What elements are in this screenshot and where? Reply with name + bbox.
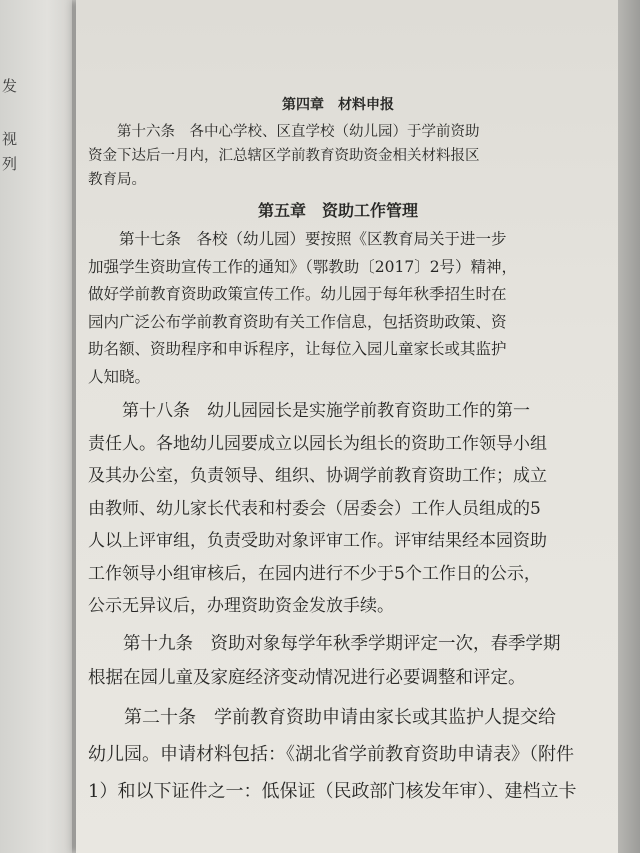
text-line: 第十六条 各中心学校、区直学校（幼儿园）于学前资助 [88,124,480,140]
text-line: 根据在园儿童及家庭经济变动情况进行必要调整和评定。 [88,667,526,688]
article-20 [88,699,588,810]
article-19 [88,627,588,695]
document-body [88,90,588,810]
text-line: 人知晓。 [88,367,151,386]
text-line: 工作领导小组审核后，在园内进行不少于5个工作日的公示， [88,563,541,584]
document-page [76,0,622,853]
text-line: 1）和以下证件之一：低保证（民政部门核发年审）、建档立卡 [88,780,577,802]
text-line: 由教师、幼儿家长代表和村委会（居委会）工作人员组成的5 [88,498,541,519]
text-line: 及其办公室，负责领导、组织、协调学前教育资助工作；成立 [88,466,547,486]
article-17 [88,226,588,391]
left-page-edge [0,0,72,853]
text-line: 第十八条 幼儿园园长是实施学前教育资助工作的第一 [88,401,530,421]
article-16 [88,120,588,192]
chapter4-heading: 第四章 材料申报 [282,97,394,113]
chapter5-heading: 第五章 资助工作管理 [257,201,418,220]
text-line: 公示无异议后，办理资助资金发放手续。 [88,596,394,616]
text-line: 教育局。 [88,172,146,188]
right-page-edge [618,0,640,853]
text-line: 资金下达后一月内，汇总辖区学前教育资助资金相关材料报区 [88,148,480,164]
left-page-fragment: 视 [2,130,18,148]
text-line: 责任人。各地幼儿园要成立以园长为组长的资助工作领导小组 [88,433,547,454]
text-line: 第十九条 资助对象每学年秋季学期评定一次，春季学期 [88,633,561,654]
text-line: 人以上评审组，负责受助对象评审工作。评审结果经本园资助 [88,531,547,551]
text-line: 园内广泛公布学前教育资助有关工作信息，包括资助政策、资 [88,312,507,331]
left-page-fragment: 列 [2,155,18,173]
text-line: 第二十条 学前教育资助申请由家长或其监护人提交给 [88,706,556,728]
article-18 [88,395,588,623]
text-line: 加强学生资助宣传工作的通知》（鄂教助〔2017〕2号）精神， [88,257,518,276]
text-line: 助名额、资助程序和申诉程序，让每位入园儿童家长或其监护 [88,340,507,358]
left-page-fragment: 发 [2,77,18,95]
text-line: 幼儿园。申请材料包括：《湖北省学前教育资助申请表》（附件 [88,743,574,765]
text-line: 做好学前教育资助政策宣传工作。幼儿园于每年秋季招生时在 [88,285,507,303]
text-line: 第十七条 各校（幼儿园）要按照《区教育局关于进一步 [88,230,507,248]
